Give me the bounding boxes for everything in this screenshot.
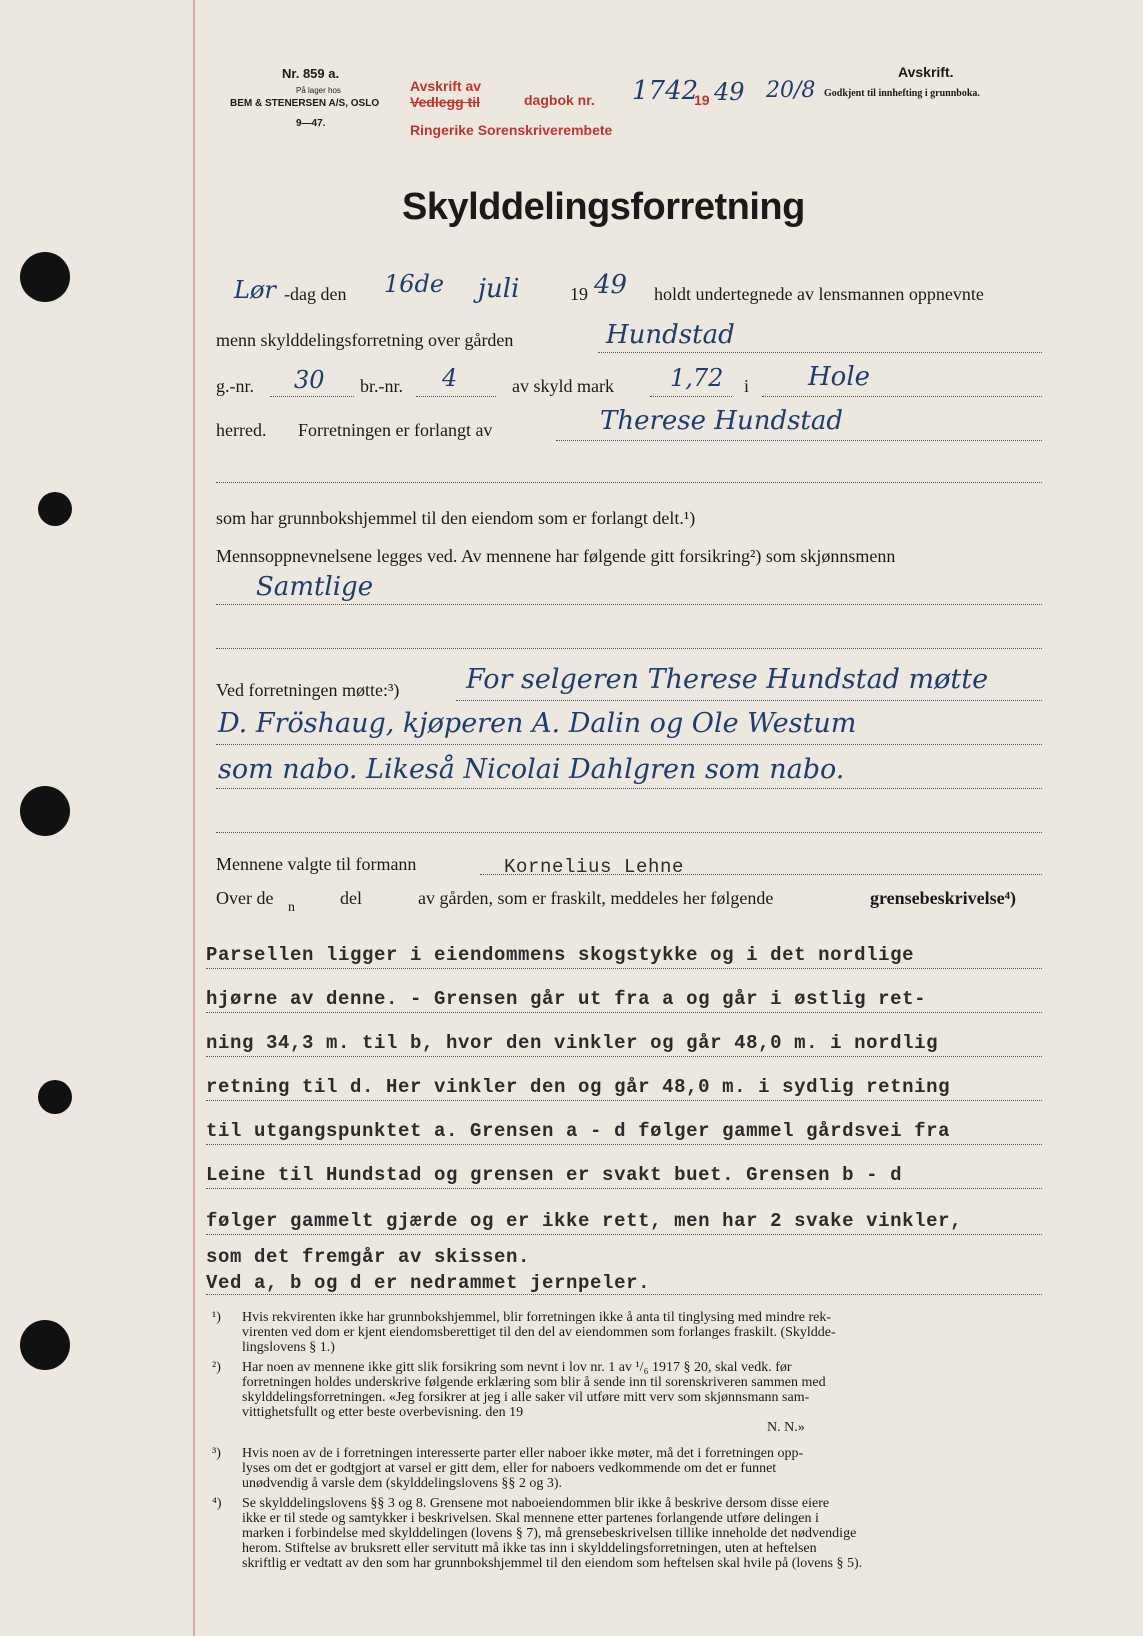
boundary-line: følger gammelt gjærde og er ikke rett, men har 2 svake vinkler, xyxy=(206,1210,963,1232)
stamp-line4: Ringerike Sorenskriverembete xyxy=(410,122,613,138)
mote-line2: D. Fröshaug, kjøperen A. Dalin og Ole Westum xyxy=(218,708,857,739)
footnote-1 xyxy=(212,1310,1052,1358)
avskrift-title: Avskrift. xyxy=(898,64,954,80)
footnote-line: lingslovens § 1.) xyxy=(242,1340,335,1355)
gnr-value: 30 xyxy=(294,366,325,394)
forsikring-dotted-line xyxy=(216,604,1042,605)
boundary-rule xyxy=(206,1056,1042,1057)
herred-label: herred. xyxy=(216,420,267,440)
stamp-line3: dagbok nr. xyxy=(524,92,595,108)
footnote-2 xyxy=(212,1360,1052,1442)
footnote-mark: ¹) xyxy=(212,1310,221,1325)
red-margin-line xyxy=(193,0,195,1636)
requested-label: Forretningen er forlangt av xyxy=(298,420,493,440)
blank-dotted-line-2 xyxy=(216,648,1042,649)
over-n: n xyxy=(288,900,295,915)
grense-label: grensebeskrivelse⁴) xyxy=(870,888,1017,908)
binder-hole-1 xyxy=(20,252,70,302)
binder-hole-4 xyxy=(38,1080,72,1114)
intro-rest-text: holdt undertegnede av lensmannen oppnevnte xyxy=(654,284,984,304)
bnr-dotted-line xyxy=(416,396,496,397)
binder-hole-2 xyxy=(38,492,72,526)
gnr-dotted-line xyxy=(270,396,354,397)
oppnevnelse-text: Mennsoppnevnelsene legges ved. Av mennene har følgende gitt forsikring²) som skjønnsmenn xyxy=(216,546,896,566)
approval-text: Godkjent til innhefting i grunnboka. xyxy=(824,88,980,99)
dag-den-label: -dag den xyxy=(284,284,347,304)
footnote-line: N. N.» xyxy=(767,1420,805,1435)
boundary-line: som det fremgår av skissen. xyxy=(206,1246,531,1268)
skyld-dotted-line xyxy=(650,396,732,397)
requested-by-value: Therese Hundstad xyxy=(600,406,844,436)
print-date: 9—47. xyxy=(296,118,326,129)
dagbok-number: 1742 xyxy=(632,76,699,106)
boundary-line: til utgangspunktet a. Grensen a - d følger gammel gårdsvei fra xyxy=(206,1120,951,1142)
stamp-line2: Vedlegg til xyxy=(410,94,481,110)
farm-dotted-line xyxy=(598,352,1042,353)
boundary-line: ning 34,3 m. til b, hvor den vinkler og går 48,0 m. i nordlig xyxy=(206,1032,939,1054)
mote-label: Ved forretningen møtte:³) xyxy=(216,680,400,700)
footnote-line: Har noen av mennene ikke gitt slik forsikring som nevnt i lov nr. 1 av ¹/₆ 1917 § 20, skal vedk. før xyxy=(242,1360,792,1375)
mote-line1: For selgeren Therese Hundstad møtte xyxy=(466,664,989,695)
bnr-value: 4 xyxy=(442,364,458,392)
boundary-rule xyxy=(206,1144,1042,1145)
stamp-year-suffix: 49 xyxy=(714,78,745,106)
menn-label: menn skylddelingsforretning over gården xyxy=(216,330,514,350)
binder-hole-5 xyxy=(20,1320,70,1370)
footnote-line: skylddelingsforretningen. «Jeg forsikrer at jeg i alle saker vil utføre mitt verv som skjønnsmann sam- xyxy=(242,1390,810,1405)
herred-value: Hole xyxy=(808,362,871,392)
year-suffix-value: 49 xyxy=(594,270,628,300)
month-value: juli xyxy=(478,274,520,304)
day-value: 16de xyxy=(384,270,445,298)
mote-dotted-line2 xyxy=(216,744,1042,745)
footnote-line: lyses om det er godtgjort at varsel er gitt dem, eller for naboers vedkommende om det er funnet xyxy=(242,1461,777,1476)
boundary-rule xyxy=(206,968,1042,969)
gard-label: av gården, som er fraskilt, meddeles her følgende xyxy=(418,888,774,908)
footnote-4 xyxy=(212,1496,1052,1576)
footnote-mark: ⁴) xyxy=(212,1496,222,1511)
boundary-line: Leine til Hundstad og grensen er svakt buet. Grensen b - d xyxy=(206,1164,903,1186)
footnote-line: herom. Stiftelse av bruksrett eller servitutt må ikke tas inn i skylddelingsforretningen, uten at heftelsen xyxy=(242,1541,817,1556)
herred-dotted-line xyxy=(762,396,1042,397)
hjemmel-text: som har grunnbokshjemmel til den eiendom som er forlangt delt.¹) xyxy=(216,508,696,528)
boundary-rule xyxy=(206,1100,1042,1101)
form-number: Nr. 859 a. xyxy=(282,66,340,81)
over-label: Over de xyxy=(216,888,274,908)
mote-line3: som nabo. Likeså Nicolai Dahlgren som nabo. xyxy=(218,754,845,785)
bnr-label: br.-nr. xyxy=(360,376,403,396)
boundary-line: Parsellen ligger i eiendommens skogstykke og i det nordlige xyxy=(206,944,915,966)
document-title: Skylddelingsforretning xyxy=(402,186,805,228)
footnote-3 xyxy=(212,1446,1052,1494)
footnote-line: skriftlig er vedtatt av den som har grunnbokshjemmel til den eiendom som heftelsen skal hvile på (lovens § 5). xyxy=(242,1556,863,1571)
blank-dotted-line-3 xyxy=(216,832,1042,833)
del-label: del xyxy=(340,888,362,908)
footnote-line: forretningen holdes underskrive følgende erklæring som blir å sende inn til sorenskriveren sammen med xyxy=(242,1375,826,1390)
boundary-rule xyxy=(206,1294,1042,1295)
skyld-value: 1,72 xyxy=(670,364,724,392)
mote-dotted-line1 xyxy=(456,700,1042,701)
footnote-line: Se skylddelingslovens §§ 3 og 8. Grensene mot naboeiendommen blir ikke å beskrive dersom disse eiere xyxy=(242,1496,830,1511)
publisher-line2: BEM & STENERSEN A/S, OSLO xyxy=(230,98,380,109)
stamp-line1: Avskrift av xyxy=(410,78,482,94)
requested-dotted-line xyxy=(556,440,1042,441)
binder-hole-3 xyxy=(20,786,70,836)
farm-value: Hundstad xyxy=(606,320,735,350)
boundary-line: hjørne av denne. - Grensen går ut fra a og går i østlig ret- xyxy=(206,988,927,1010)
footnote-line: vittighetsfullt og etter beste overbevisning. den 19 xyxy=(242,1405,524,1420)
formann-label: Mennene valgte til formann xyxy=(216,854,417,874)
footnote-line: Hvis noen av de i forretningen interesserte parter eller naboer ikke møter, må det i forretningen opp- xyxy=(242,1446,804,1461)
footnote-line: unødvendig å varsle dem (skylddelingslovens §§ 2 og 3). xyxy=(242,1476,563,1491)
boundary-rule xyxy=(206,1234,1042,1235)
year-prefix: 19 xyxy=(570,284,588,304)
formann-value: Kornelius Lehne xyxy=(504,856,685,878)
boundary-rule xyxy=(206,1188,1042,1189)
boundary-line: Ved a, b og d er nedrammet jernpeler. xyxy=(206,1272,651,1294)
boundary-rule xyxy=(206,1012,1042,1013)
stamp-year-prefix: 19 xyxy=(694,92,710,108)
footnote-line: ikke er til stede og samtykker i beskrivelsen. Skal mennene etter partenes forlangende utføre delingen i xyxy=(242,1511,819,1526)
i-label: i xyxy=(744,376,750,396)
footnote-line: virenten ved dom er kjent eiendomsberettiget til den del av eiendommen som forlanges fraskilt. (Skyldde- xyxy=(242,1325,836,1340)
footnote-mark: ²) xyxy=(212,1360,221,1375)
stamp-date-note: 20/8 xyxy=(766,78,816,103)
boundary-line: retning til d. Her vinkler den og går 48,0 m. i sydlig retning xyxy=(206,1076,951,1098)
mote-dotted-line3 xyxy=(216,788,1042,789)
footnote-line: marken i forbindelse med skylddelingen (lovens § 7), må grensebeskrivelsen tillike inneholde det nødvendige xyxy=(242,1526,857,1541)
blank-dotted-line-1 xyxy=(216,482,1042,483)
footnote-mark: ³) xyxy=(212,1446,221,1461)
weekday-value: Lør xyxy=(234,276,276,304)
footnote-line: Hvis rekvirenten ikke har grunnbokshjemmel, blir forretningen ikke å anta til tinglysing med mindre rek- xyxy=(242,1310,832,1325)
gnr-label: g.-nr. xyxy=(216,376,254,396)
forsikring-value: Samtlige xyxy=(256,572,374,602)
skyld-label: av skyld mark xyxy=(512,376,614,396)
publisher-line1: På lager hos xyxy=(296,86,341,95)
